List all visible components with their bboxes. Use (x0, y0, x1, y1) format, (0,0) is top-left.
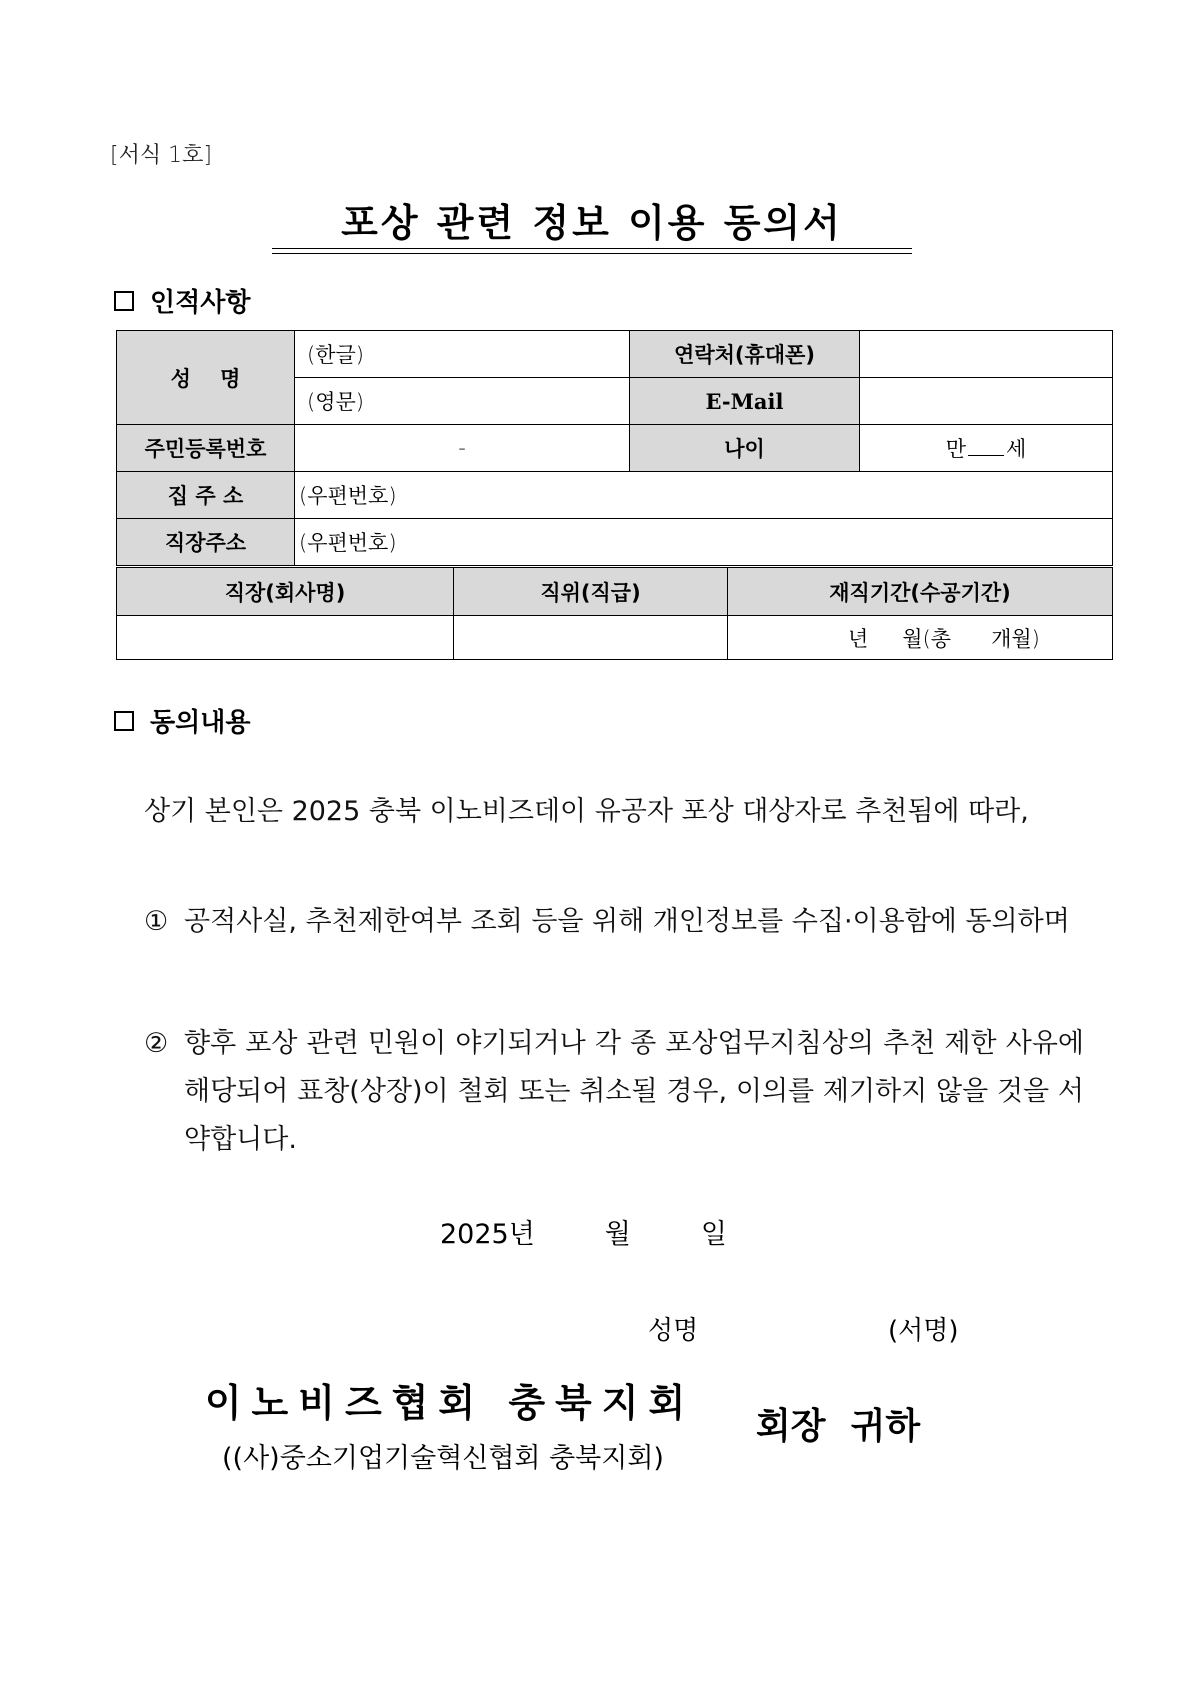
recipient: 회장 귀하 (756, 1406, 921, 1447)
section-consent-title: 동의내용 (150, 708, 251, 738)
tenure-total: 개월) (991, 626, 1040, 651)
age-prefix: 만 (945, 437, 966, 461)
organization-full-name: ((사)중소기업기술혁신협회 충북지회) (222, 1443, 664, 1474)
phone-field[interactable] (860, 331, 1113, 378)
item-number: ② (144, 1028, 169, 1059)
tenure-field[interactable] (728, 616, 1113, 660)
tenure-month: 월(총 (902, 626, 952, 651)
consent-item-1 (144, 898, 1084, 946)
date-month: 월 (604, 1219, 631, 1250)
work-address-field[interactable]: (우편번호) (295, 519, 1113, 566)
home-address-field[interactable]: (우편번호) (295, 472, 1113, 519)
title-underline-double (272, 253, 912, 254)
item-text: 향후 포상 관련 민원이 야기되거나 각 종 포상업무지침상의 추천 제한 사유에 해당되어 표창(상장)이 철회 또는 취소될 경우, 이의를 제기하지 않을 것을 서약합니다. (184, 1028, 1084, 1155)
item-text: 공적사실, 추천제한여부 조회 등을 위해 개인정보를 수집·이용함에 동의하며 (184, 906, 1070, 937)
position-field[interactable] (454, 616, 728, 660)
title-underline (272, 248, 912, 249)
item-number: ① (144, 906, 169, 937)
name-label: 성 명 (117, 331, 295, 425)
date-line (440, 1212, 727, 1251)
company-label: 직장(회사명) (117, 568, 454, 616)
name-korean-field[interactable]: (한글) (295, 331, 630, 378)
name-english-field[interactable]: (영문) (295, 378, 630, 425)
section-consent (114, 702, 250, 739)
phone-label: 연락처(휴대폰) (630, 331, 860, 378)
document-title: 포상 관련 정보 이용 동의서 (341, 201, 843, 245)
checkbox-icon (114, 291, 134, 311)
rrn-field[interactable]: - (295, 425, 630, 472)
home-address-label: 집 주 소 (117, 472, 295, 519)
date-year: 2025년 (440, 1219, 535, 1250)
age-field[interactable] (860, 425, 1113, 472)
age-label: 나이 (630, 425, 860, 472)
section-personal-title: 인적사항 (150, 288, 251, 318)
tenure-year: 년 (848, 626, 869, 651)
tenure-label: 재직기간(수공기간) (728, 568, 1113, 616)
organization-name: 이노비즈협회 충북지회 (204, 1381, 696, 1425)
consent-item-2 (144, 1020, 1084, 1164)
date-day: 일 (700, 1219, 727, 1250)
signature-sign-field[interactable]: (서명) (888, 1316, 959, 1346)
signature-name-label: 성명 (648, 1316, 699, 1346)
email-label: E-Mail (630, 378, 860, 425)
company-field[interactable] (117, 616, 454, 660)
position-label: 직위(직급) (454, 568, 728, 616)
personal-info-table (116, 330, 1113, 566)
work-address-label: 직장주소 (117, 519, 295, 566)
email-field[interactable] (860, 378, 1113, 425)
rrn-label: 주민등록번호 (117, 425, 295, 472)
checkbox-icon (114, 711, 134, 731)
age-suffix: 세 (1006, 437, 1027, 461)
form-number: [서식 1호] (110, 143, 212, 168)
section-personal-info (114, 282, 250, 319)
employment-table (116, 567, 1113, 660)
consent-intro: 상기 본인은 2025 충북 이노비즈데이 유공자 포상 대상자로 추천됨에 따라, (144, 796, 1029, 827)
